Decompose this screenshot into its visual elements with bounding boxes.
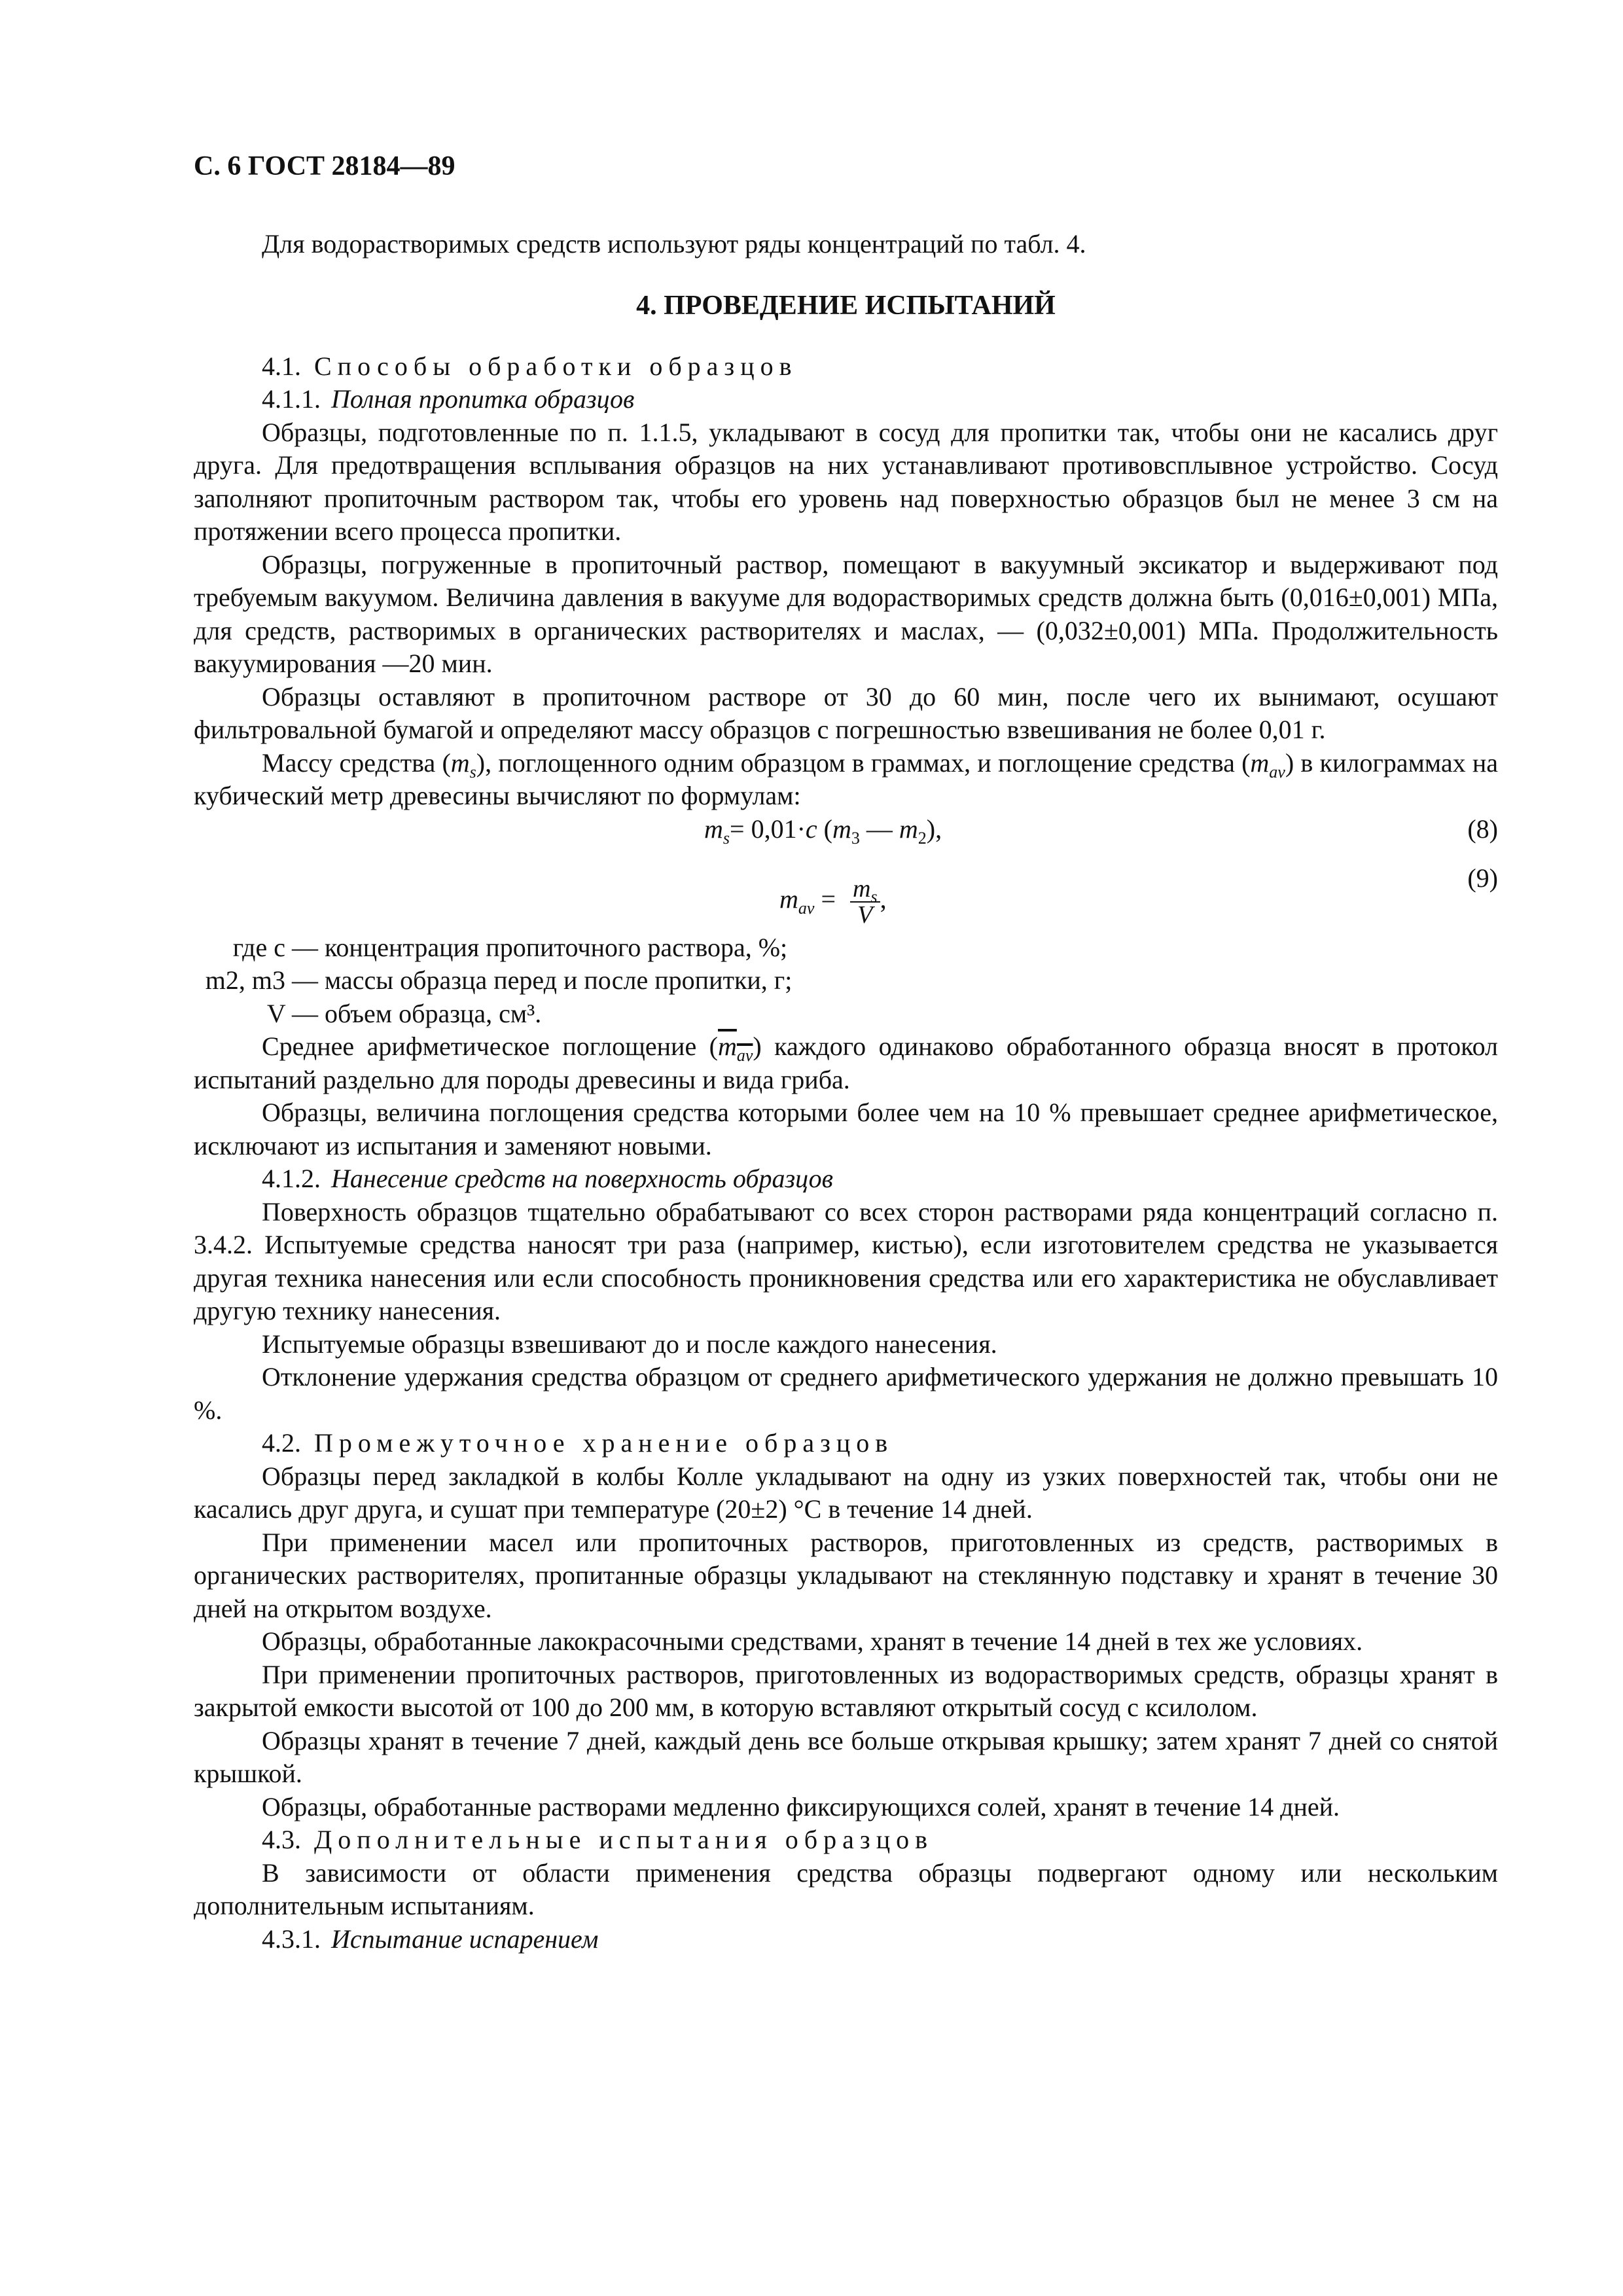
- paragraph: Образцы, обработанные растворами медленно фиксирующихся солей, хранят в течение 14 дней.: [262, 1791, 1340, 1821]
- subsection-title: Способы обработки образцов: [314, 351, 798, 381]
- subsection-number: 4.3.: [262, 1825, 301, 1854]
- definition-text: массы образца перед и после пропитки, г;: [325, 965, 793, 995]
- text-run: ) каждого одинаково обработанного образца вносят в протокол испытаний раздельно для породы древесины и вида гриба.: [194, 1031, 1499, 1094]
- symbol-mav-mean: $m_{av}$: [717, 1031, 753, 1065]
- paragraph: В зависимости от области применения средства образцы подвергают одному или нескольким дополнительным испытаниям.: [194, 1857, 1498, 1920]
- paragraph: Образцы хранят в течение 7 дней, каждый день все больше открывая крышку; затем хранят 7 дней со снятой крышкой.: [194, 1725, 1498, 1788]
- paragraph: Образцы, подготовленные по п. 1.1.5, укладывают в сосуд для пропитки так, чтобы они не касались друг друга. Для предотвращения всплывания образцов на них устанавливают противовсплывное устройство. Сосуд заполняют пропиточным раствором так, чтобы его уровень над поверхностью образцов был не менее 3 см на протяжении всего процесса пропитки.: [194, 417, 1498, 546]
- subsection-4-1-heading: [194, 350, 1498, 384]
- fraction: $\frac{m_s}{V}$: [850, 876, 880, 927]
- intro-paragraph: Для водорастворимых средств используют ряды концентраций по табл. 4.: [262, 229, 1086, 259]
- text-run: Массу средства (: [262, 747, 451, 778]
- paragraph: Образцы, обработанные лакокрасочными средствами, хранят в течение 14 дней в тех же условиях.: [262, 1626, 1363, 1656]
- definition-symbol: где c —: [232, 932, 318, 962]
- formula-9: [194, 862, 1498, 929]
- symbol-mav: $m_{av}$: [1250, 747, 1285, 781]
- symbol-ms: $m_s$: [450, 747, 476, 781]
- text-run: Среднее арифметическое поглощение (: [262, 1031, 718, 1061]
- definition-text: концентрация пропиточного раствора, %;: [325, 932, 788, 962]
- text-run: ), поглощенного одним образцом в граммах, и поглощение средства (: [476, 747, 1251, 778]
- definition-row: [194, 997, 1498, 1031]
- subsection-title: Промежуточное хранение образцов: [314, 1428, 894, 1458]
- subsection-number: 4.2.: [262, 1428, 301, 1458]
- subsection-number: 4.1.: [262, 351, 301, 381]
- subsection-number: 4.1.2.: [262, 1164, 321, 1193]
- variable-definitions: [194, 931, 1498, 1031]
- paragraph: Образцы, погруженные в пропиточный раствор, помещают в вакуумный эксикатор и выдерживают под требуемым вакуумом. Величина давления в вакууме для водорастворимых средств должна быть (0,016±0,001) МПа, для средств, растворимых в органических растворителях и маслах, — (0,032±0,001) МПа. Продолжительность вакуумирования —20 мин.: [194, 549, 1498, 678]
- definition-row: [194, 964, 1498, 997]
- definition-text: объем образца, см³.: [325, 998, 542, 1028]
- paragraph: Образцы перед закладкой в колбы Колле укладывают на одну из узких поверхностей так, чтобы они не касались друг друга, и сушат при температуре (20±2) °С в течение 14 дней.: [194, 1461, 1498, 1524]
- page-header: С. 6 ГОСТ 28184—89: [194, 151, 455, 181]
- subsection-title: Дополнительные испытания образцов: [314, 1825, 933, 1854]
- subsection-4-1-1-heading: [194, 383, 1498, 416]
- definition-symbol: m2, m3 —: [205, 965, 318, 995]
- equation-number: (9): [1467, 863, 1498, 893]
- formula-8-expression: $m_s= 0,01\cdot c$ ($m_3$ — $m_2$),: [704, 814, 942, 848]
- definition-symbol: V —: [266, 998, 318, 1028]
- subsection-title: Полная пропитка образцов: [331, 384, 635, 414]
- paragraph: Поверхность образцов тщательно обрабатывают со всех сторон растворами ряда концентраций согласно п. 3.4.2. Испытуемые средства наносят три раза (например, кистью), если изготовителем средства не указывается другая техника нанесения или если способность проникновения средства или его характеристика не обуславливает другую технику нанесения.: [194, 1196, 1498, 1325]
- paragraph: [194, 1030, 1498, 1096]
- subsection-4-3-1-heading: [194, 1923, 1498, 1956]
- paragraph: При применении масел или пропиточных растворов, приготовленных из средств, растворимых в органических растворителях, пропитанные образцы укладывают на стеклянную подставку и хранят в течение 30 дней на открытом воздухе.: [194, 1527, 1498, 1623]
- formula-8: [194, 813, 1498, 862]
- subsection-4-3-heading: [194, 1823, 1498, 1857]
- page-content: [194, 228, 1498, 1956]
- subsection-4-1-2-heading: [194, 1162, 1498, 1196]
- paragraph-formula-intro: [194, 747, 1498, 813]
- text-run: ) в килограммах на кубический метр древесины вычисляют по формулам:: [194, 747, 1498, 810]
- subsection-title: Нанесение средств на поверхность образцов: [331, 1164, 833, 1193]
- paragraph: При применении пропиточных растворов, приготовленных из водорастворимых средств, образцы хранят в закрытой емкости высотой от 100 до 200 мм, в которую вставляют открытый сосуд с ксилолом.: [194, 1659, 1498, 1722]
- paragraph: Образцы, величина поглощения средства которыми более чем на 10 % превышает среднее арифметическое, исключают из испытания и заменяют новыми.: [194, 1098, 1498, 1160]
- subsection-4-2-heading: [194, 1427, 1498, 1460]
- paragraph: Отклонение удержания средства образцом от среднего арифметического удержания не должно превышать 10 %.: [194, 1362, 1498, 1425]
- formula-9-expression: $m_{av}$ = $\frac{m_s}{V}$ ,: [779, 874, 887, 929]
- paragraph: Образцы оставляют в пропиточном растворе от 30 до 60 мин, после чего их вынимают, осушают фильтровальной бумагой и определяют массу образцов с погрешностью взвешивания не более 0,01 г.: [194, 681, 1498, 744]
- equation-number: (8): [1467, 814, 1498, 844]
- subsection-title: Испытание испарением: [331, 1924, 599, 1954]
- paragraph: Испытуемые образцы взвешивают до и после каждого нанесения.: [262, 1329, 997, 1359]
- section-title: 4. ПРОВЕДЕНИЕ ИСПЫТАНИЙ: [636, 290, 1056, 321]
- subsection-number: 4.3.1.: [262, 1924, 321, 1954]
- definition-row: [194, 931, 1498, 965]
- subsection-number: 4.1.1.: [262, 384, 321, 414]
